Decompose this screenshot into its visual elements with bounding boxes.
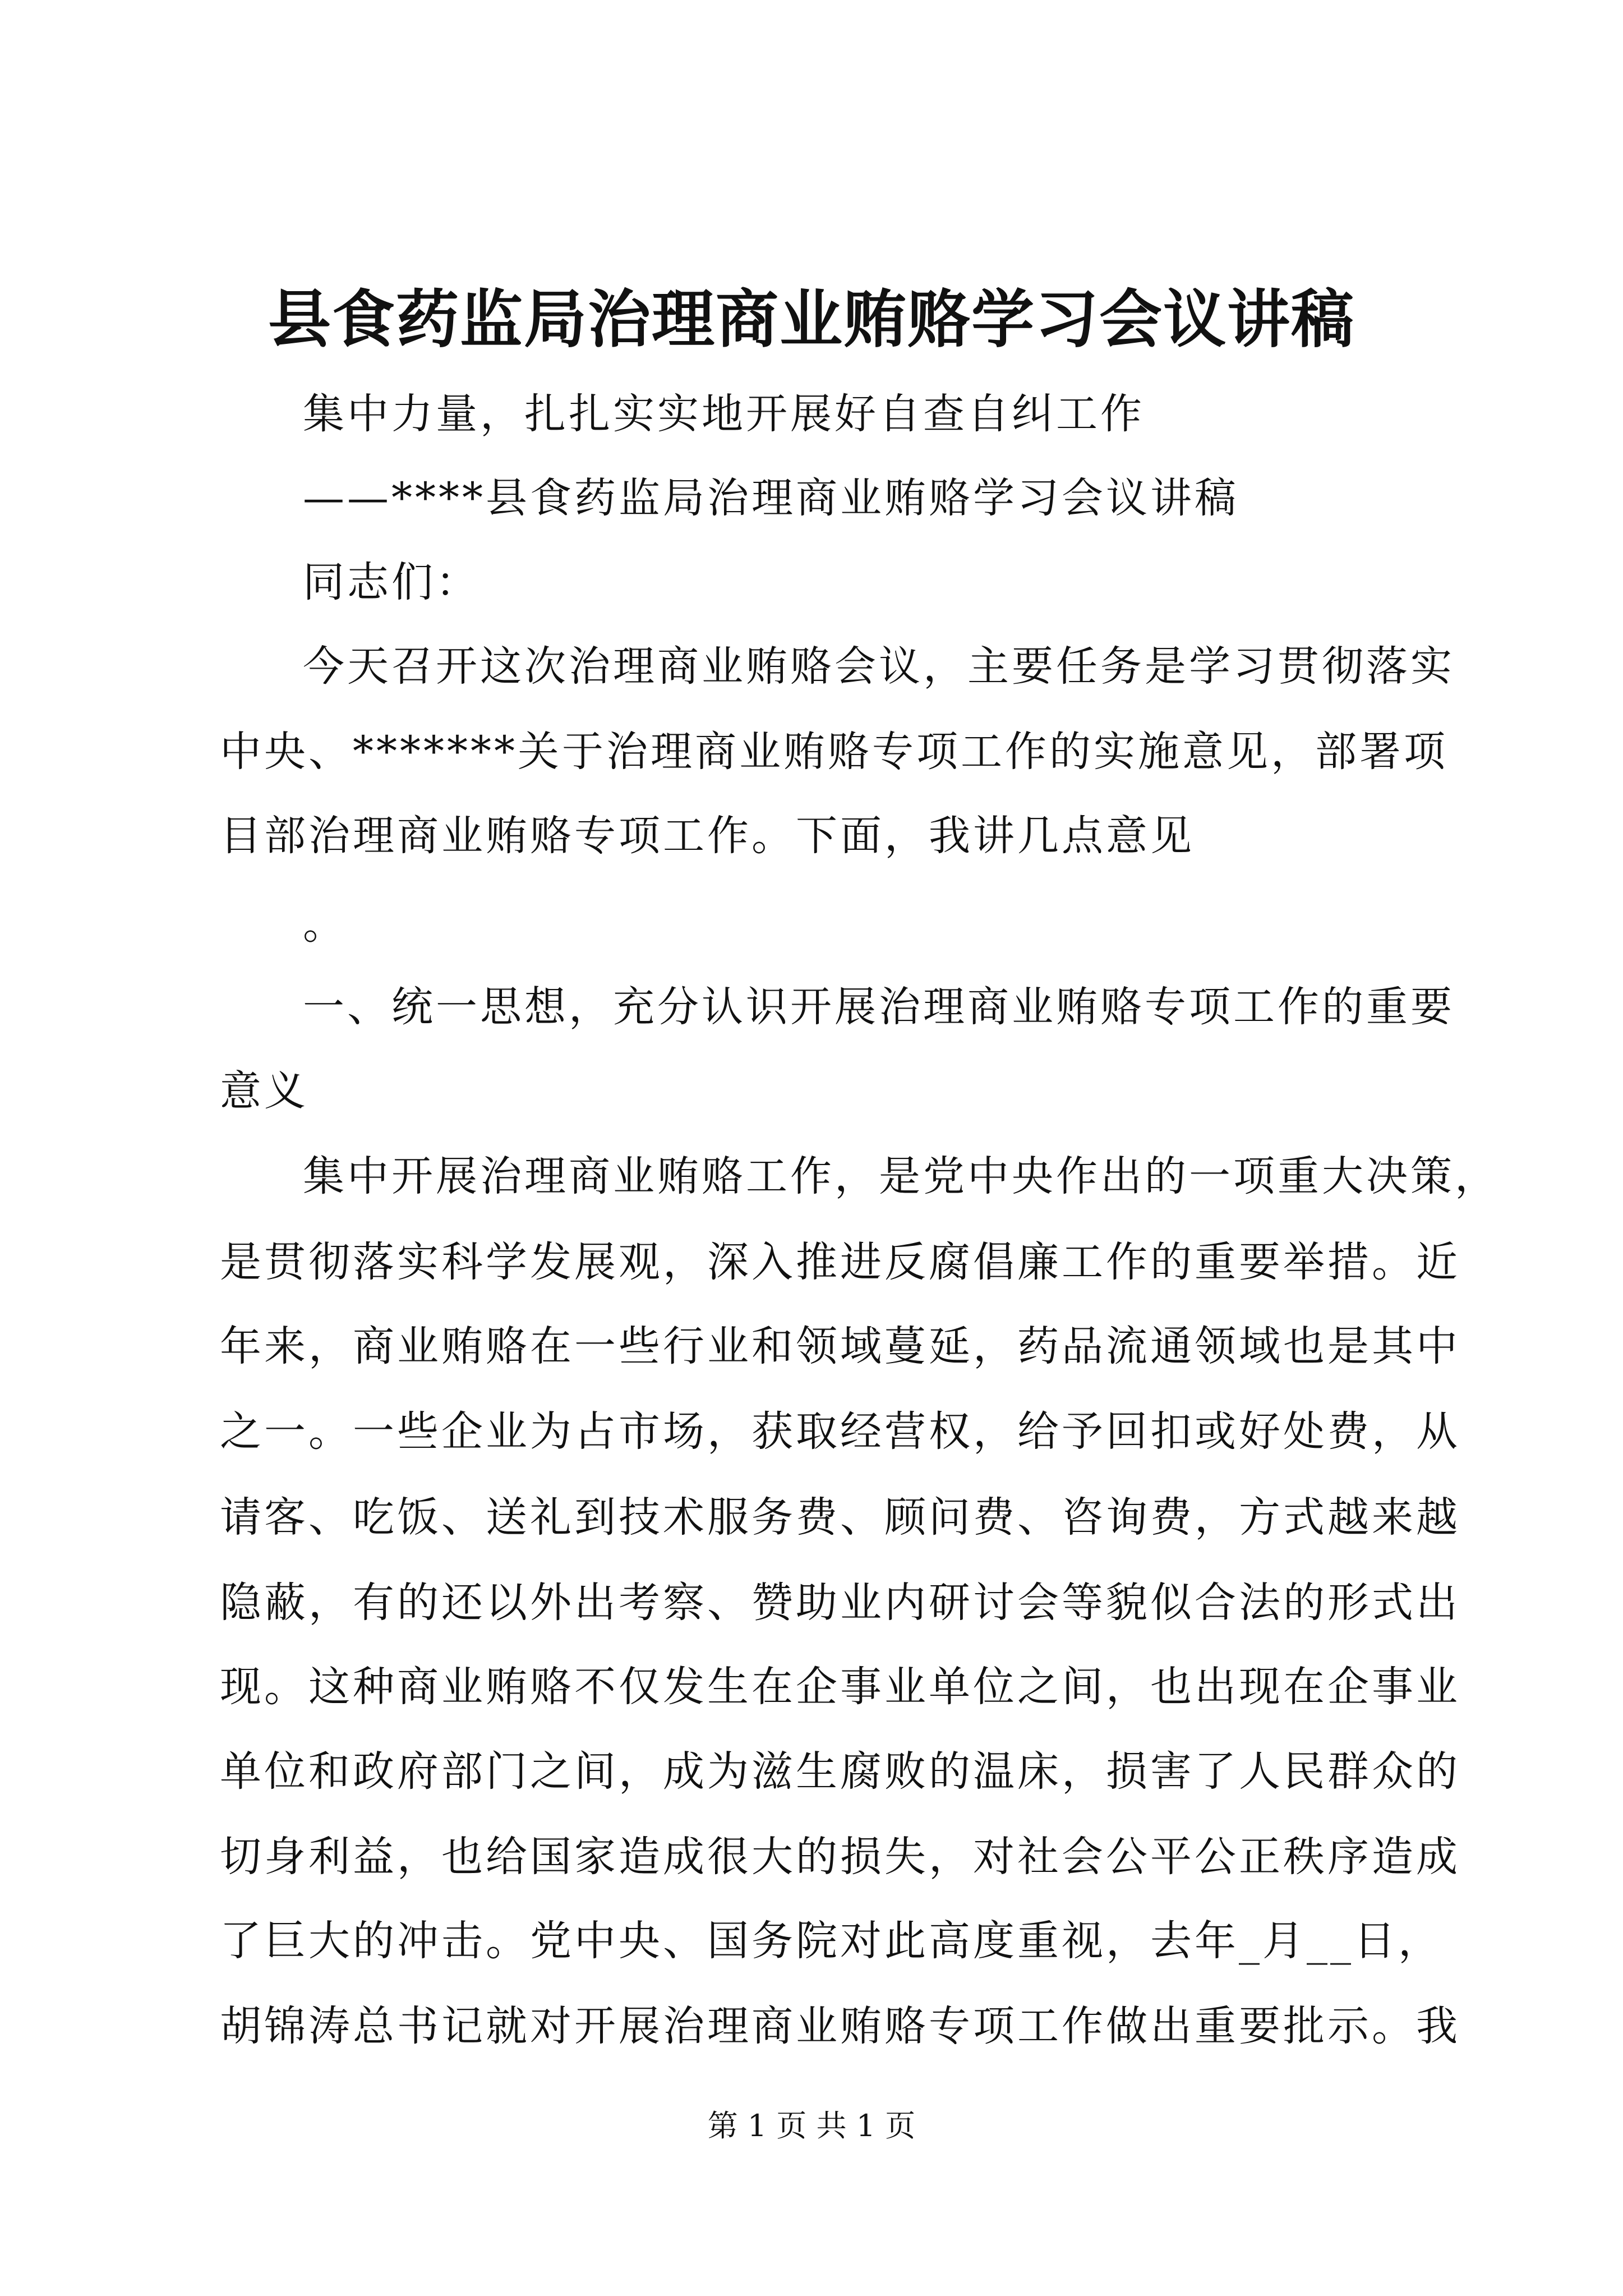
paragraph-line: 。 — [303, 900, 347, 949]
paragraph-line: 隐蔽，有的还以外出考察、赞助业内研讨会等貌似合法的形式出 — [220, 1579, 1460, 1627]
paragraph-line: 之一。一些企业为占市场，获取经营权，给予回扣或好处费，从 — [220, 1407, 1460, 1456]
paragraph-line: 今天召开这次治理商业贿赂会议，主要任务是学习贯彻落实 — [303, 642, 1455, 691]
salutation: 同志们： — [303, 558, 480, 606]
paragraph-line: 单位和政府部门之间，成为滋生腐败的温床，损害了人民群众的 — [220, 1747, 1460, 1796]
document-byline: ——****县食药监局治理商业贿赂学习会议讲稿 — [303, 474, 1239, 522]
paragraph-line: 年来，商业贿赂在一些行业和领域蔓延，药品流通领域也是其中 — [220, 1322, 1460, 1370]
paragraph-line: 集中开展治理商业贿赂工作，是党中央作出的一项重大决策， — [303, 1152, 1499, 1200]
section-heading-line: 意义 — [220, 1067, 308, 1115]
document-subtitle: 集中力量，扎扎实实地开展好自查自纠工作 — [303, 390, 1145, 438]
paragraph-line: 胡锦涛总书记就对开展治理商业贿赂专项工作做出重要批示。我 — [220, 2002, 1460, 2050]
paragraph-line: 是贯彻落实科学发展观，深入推进反腐倡廉工作的重要举措。近 — [220, 1238, 1460, 1286]
page-number-footer: 第 1 页 共 1 页 — [707, 2108, 916, 2143]
paragraph-line: 了巨大的冲击。党中央、国务院对此高度重视，去年_月__日， — [220, 1917, 1442, 1965]
paragraph-line: 现。这种商业贿赂不仅发生在企事业单位之间，也出现在企事业 — [220, 1663, 1460, 1711]
document-title: 县食药监局治理商业贿赂学习会议讲稿 — [268, 283, 1355, 356]
paragraph-line: 切身利益，也给国家造成很大的损失，对社会公平公正秩序造成 — [220, 1833, 1460, 1881]
section-heading-line: 一、统一思想，充分认识开展治理商业贿赂专项工作的重要 — [303, 983, 1455, 1031]
paragraph-line: 中央、*******关于治理商业贿赂专项工作的实施意见，部署项 — [220, 728, 1448, 776]
paragraph-line: 请客、吃饭、送礼到技术服务费、顾问费、咨询费，方式越来越 — [220, 1493, 1460, 1542]
paragraph-line: 目部治理商业贿赂专项工作。下面，我讲几点意见 — [220, 812, 1195, 860]
